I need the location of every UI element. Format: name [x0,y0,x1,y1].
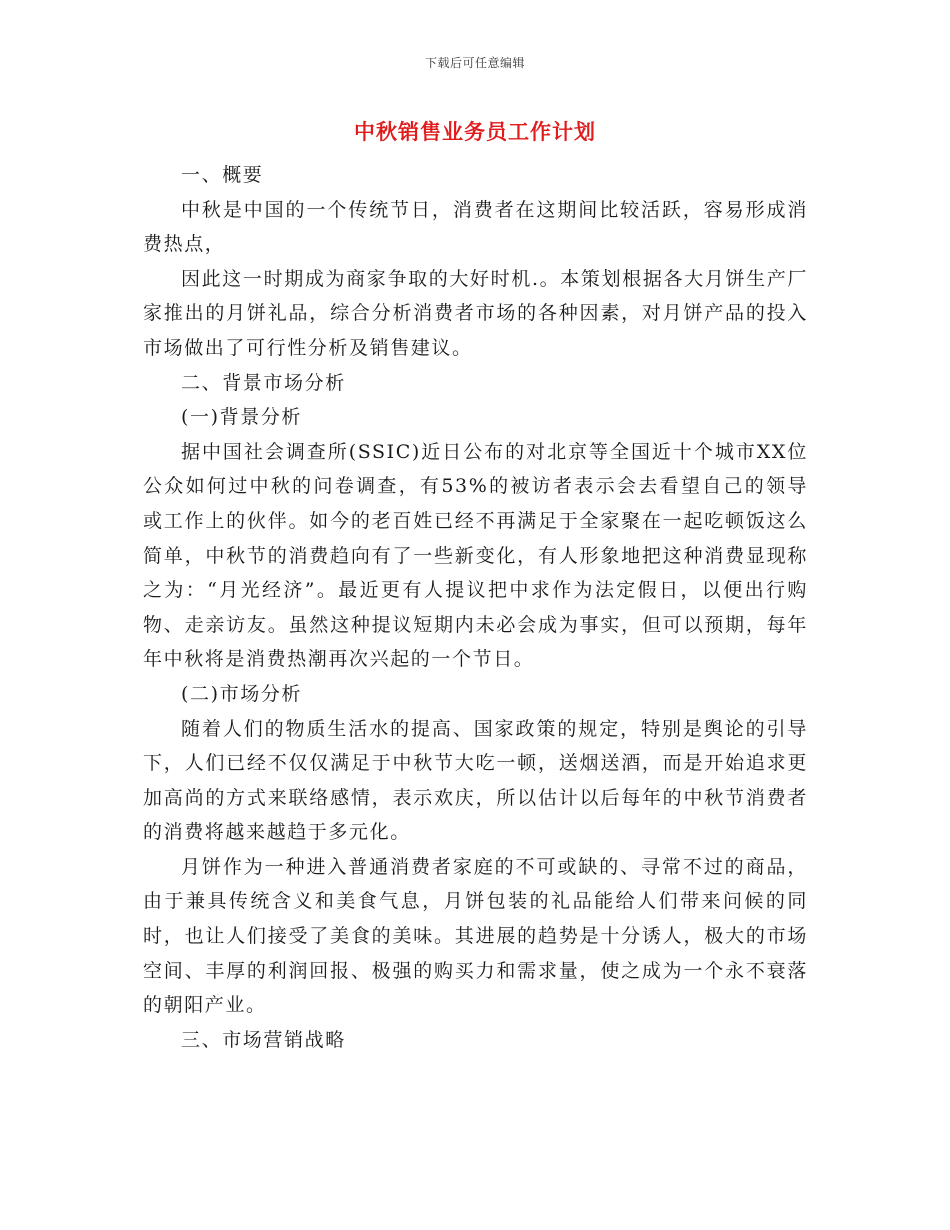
section-heading-background-market: 二、背景市场分析 [181,371,346,394]
paragraph: 据中国社会调查所(SSIC)近日公布的对北京等全国近十个城市XX位公众如何过中秋的问卷调查，有53%的被访者表示会去看望自己的领导或工作上的伙伴。如今的老百姓已经不再满足于全家聚在一起吃顿饭这么简单，中秋节的消费趋向有了一些新变化，有人形象地把这种消费显现称之为：“月光经济”。最近更有人提议把中求作为法定假日，以便出行购物、走亲访友。虽然这种提议短期内未必会成为事实，但可以预期，每年年中秋将是消费热潮再次兴起的一个节日。 [143,440,808,671]
subsection-heading-background: (一)背景分析 [181,406,303,429]
paragraph: 月饼作为一种进入普通消费者家庭的不可或缺的、寻常不过的商品，由于兼具传统含义和美食气息，月饼包装的礼品能给人们带来问候的同时，也让人们接受了美食的美味。其进展的趋势是十分诱人，极大的市场空间、丰厚的利润回报、极强的购买力和需求量，使之成为一个永不衰落的朝阳产业。 [143,855,808,1017]
paragraph: 中秋是中国的一个传统节日，消费者在这期间比较活跃，容易形成消费热点， [143,198,808,256]
paragraph: 因此这一时期成为商家争取的大好时机.。本策划根据各大月饼生产厂家推出的月饼礼品，综合分析消费者市场的各种因素，对月饼产品的投入市场做出了可行性分析及销售建议。 [143,267,808,359]
document-body [143,158,808,1057]
section-heading-marketing-strategy: 三、市场营销战略 [181,1028,346,1051]
paragraph: 随着人们的物质生活水的提高、国家政策的规定，特别是舆论的引导下，人们已经不仅仅满足于中秋节大吃一顿，送烟送酒，而是开始追求更加高尚的方式来联络感情，表示欢庆，所以估计以后每年的中秋节消费者的消费将越来越趋于多元化。 [143,717,808,844]
header-note: 下载后可任意编辑 [424,56,525,70]
document-title: 中秋销售业务员工作计划 [354,119,596,144]
section-heading-overview: 一、概要 [181,164,264,186]
subsection-heading-market: (二)市场分析 [181,682,303,705]
